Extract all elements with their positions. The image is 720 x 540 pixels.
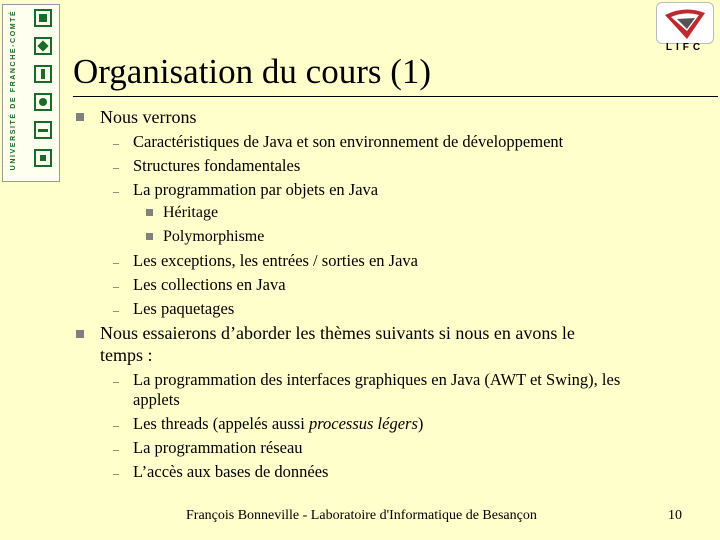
bullet-square-icon: [146, 209, 153, 216]
list-item: La programmation réseau: [133, 438, 303, 457]
sub-list-item: Polymorphisme: [163, 228, 265, 245]
sub-list-item: Héritage: [163, 204, 219, 221]
page-number: 10: [668, 508, 682, 523]
list-item: L’accès aux bases de données: [133, 462, 329, 481]
dash-icon: –: [113, 136, 119, 150]
banner-strip: [3, 5, 31, 181]
list-item: Les exceptions, les entrées / sorties en Java: [133, 251, 418, 270]
dash-icon: –: [113, 184, 119, 198]
slide-footer: François Bonneville - Laboratoire d'Informatique de Besançon: [186, 508, 537, 523]
section-2-heading-line-2: temps :: [100, 345, 153, 365]
bullet-square-icon: [76, 330, 84, 338]
list-item-text: Les threads (appelés aussi: [133, 414, 309, 433]
list-item: Les paquetages: [133, 299, 235, 318]
dash-icon: –: [113, 160, 119, 174]
list-item: La programmation par objets en Java: [133, 180, 379, 199]
list-item-emphasis: processus légers: [308, 414, 418, 433]
slide-title: Organisation du cours (1): [73, 52, 432, 91]
book-icon: [34, 121, 52, 139]
lifc-logo: [654, 2, 716, 56]
section-1-heading: Nous verrons: [100, 107, 197, 127]
lifc-emblem-icon: [657, 3, 713, 43]
diamond-icon: [34, 37, 52, 55]
list-item-continuation: applets: [133, 390, 180, 409]
section-2-heading-line-1: Nous essaierons d’aborder les thèmes suivants si nous en avons le: [100, 323, 575, 343]
list-item: [133, 414, 423, 433]
title-divider: [73, 96, 718, 97]
dash-icon: –: [113, 442, 119, 456]
logo-emblem: [656, 2, 714, 44]
university-name: UNIVERSITÉ DE FRANCHE-COMTÉ: [10, 9, 17, 171]
dash-icon: –: [113, 374, 119, 388]
list-item: Caractéristiques de Java et son environnement de développement: [133, 132, 564, 151]
dash-icon: –: [113, 418, 119, 432]
university-banner: [2, 4, 60, 182]
logo-text: LIFC: [665, 42, 705, 53]
banner-icons: [33, 9, 55, 177]
list-item-text-end: ): [417, 414, 424, 433]
list-item: Structures fondamentales: [133, 156, 301, 175]
column-icon: [34, 65, 52, 83]
list-item: La programmation des interfaces graphiques en Java (AWT et Swing), les: [133, 370, 621, 389]
crest-icon: [34, 9, 52, 27]
bullet-square-icon: [146, 233, 153, 240]
list-item: Les collections en Java: [133, 275, 286, 294]
dash-icon: –: [113, 303, 119, 317]
dash-icon: –: [113, 255, 119, 269]
dash-icon: –: [113, 466, 119, 480]
dash-icon: –: [113, 279, 119, 293]
grid-icon: [34, 149, 52, 167]
bullet-square-icon: [76, 113, 84, 121]
globe-icon: [34, 93, 52, 111]
